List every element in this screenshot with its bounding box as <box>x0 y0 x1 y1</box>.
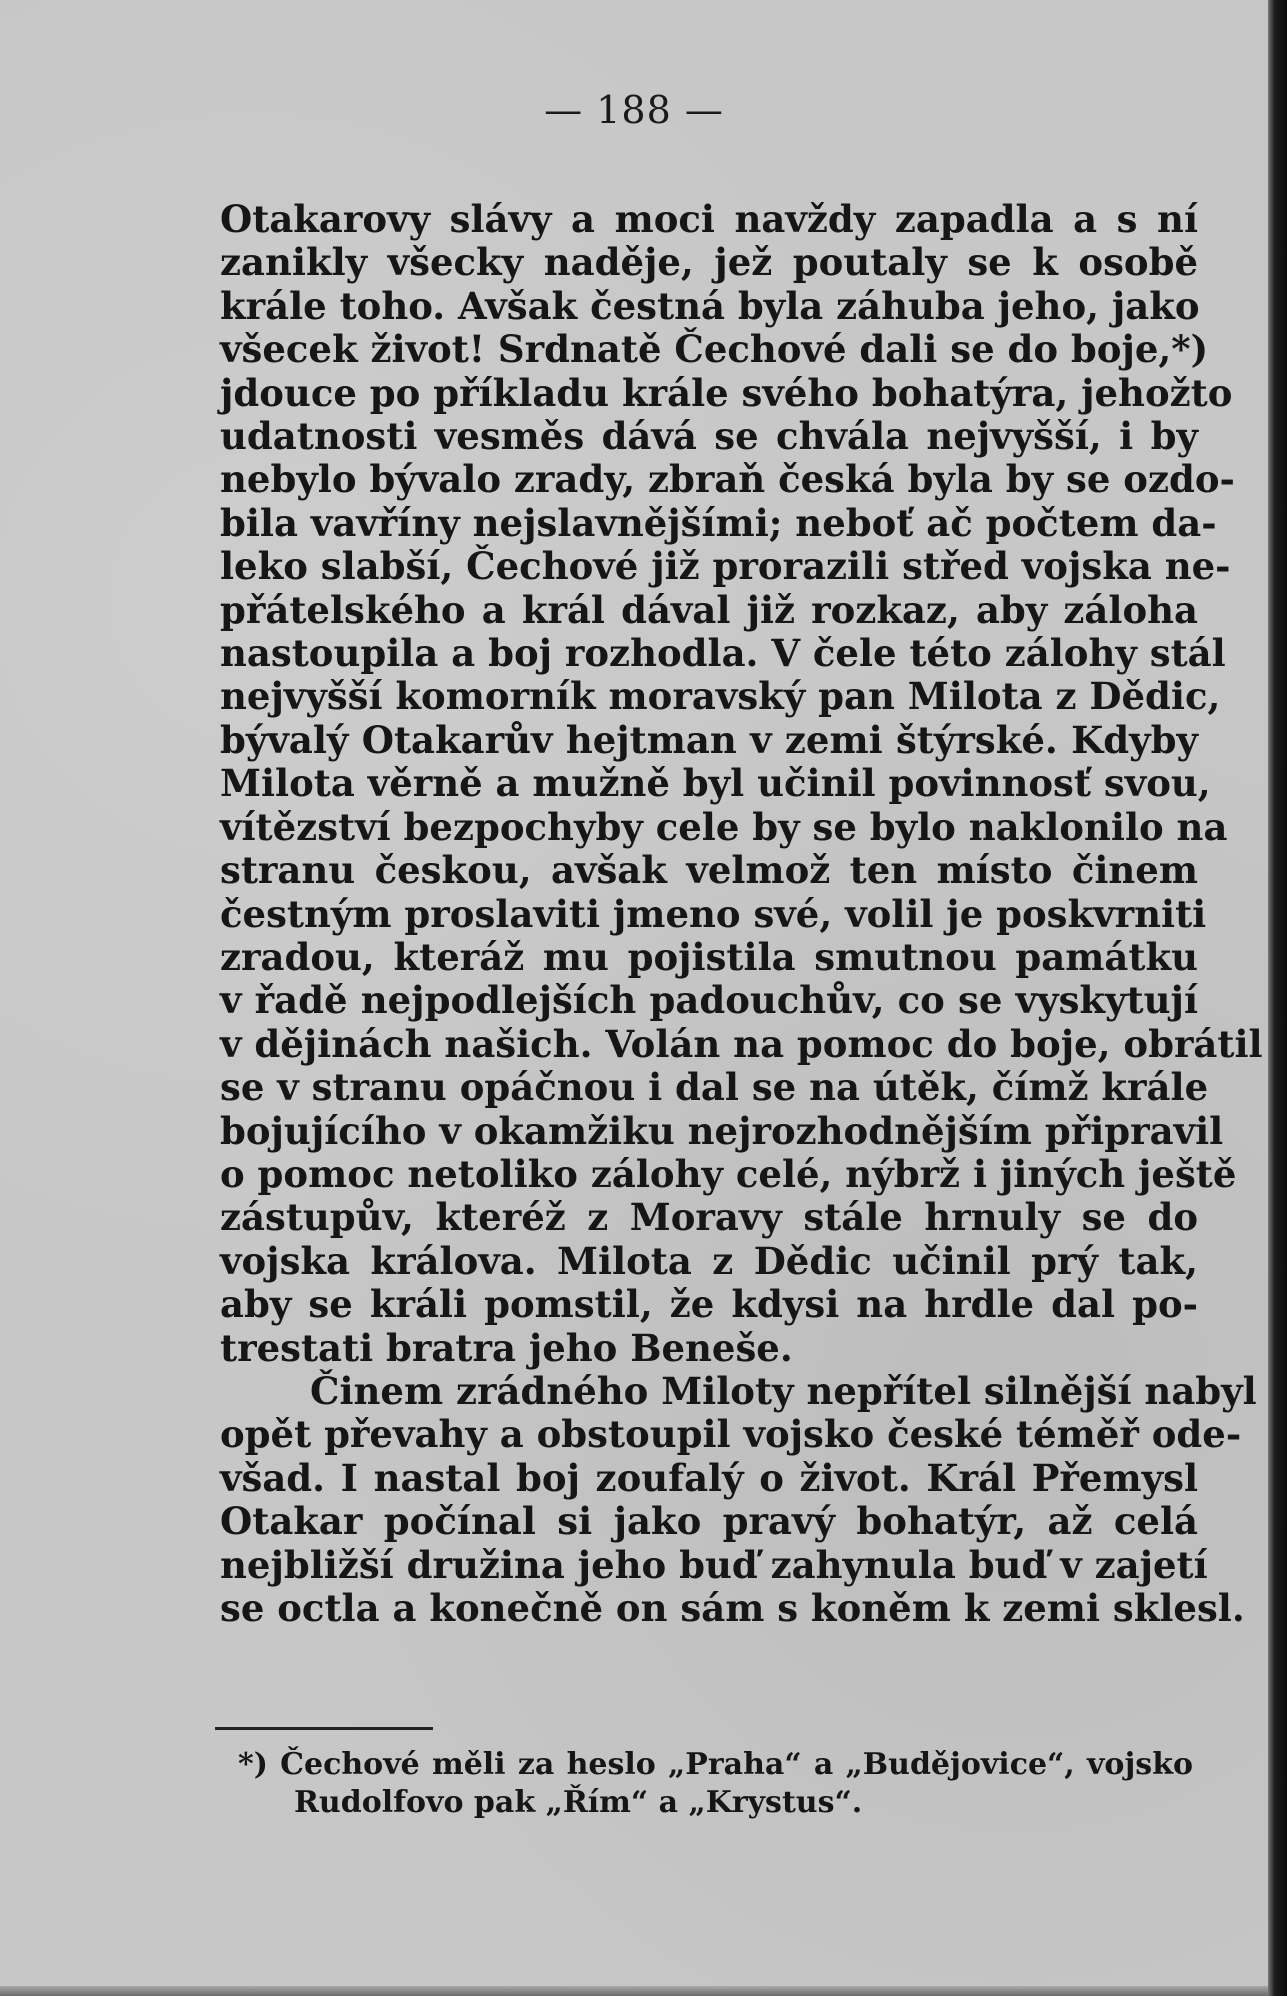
footnote <box>238 1746 1193 1822</box>
text-line: opět převahy a obstoupil vojsko české téměř ode- <box>220 1412 1242 1457</box>
text-line: leko slabší, Čechové již prorazili střed vojska ne- <box>220 544 1231 589</box>
text-line: se octla a konečně on sám s koněm k zemi sklesl. <box>220 1586 1245 1630</box>
text-line: se v stranu opáčnou i dal se na útěk, čímž krále <box>220 1065 1209 1110</box>
text-line: zástupův, kteréž z Moravy stále hrnuly se do <box>220 1195 1198 1240</box>
text-line: stranu českou, avšak velmož ten místo činem <box>220 848 1198 893</box>
footnote-line: *) Čechové měli za heslo „Praha“ a „Budějovice“, vojsko <box>238 1747 1193 1782</box>
text-line: vítězství bezpochyby cele by se bylo naklonilo na <box>220 804 1228 849</box>
text-line: jdouce po příkladu krále svého bohatýra, jehožto <box>220 370 1233 415</box>
text-line: vojska králova. Milota z Dědic učinil prý tak, <box>220 1238 1198 1283</box>
body-text <box>220 197 1263 1630</box>
text-line: nastoupila a boj rozhodla. V čele této zálohy stál <box>220 631 1226 676</box>
text-line: Milota věrně a mužně byl učinil povinnosť svou, <box>220 761 1211 806</box>
page-bottom-edge <box>0 1986 1268 1996</box>
text-line: bojujícího v okamžiku nejrozhodnějším připravil <box>220 1108 1224 1153</box>
text-line: bývalý Otakarův hejtman v zemi štýrské. Kdyby <box>220 717 1198 762</box>
page-binding-edge <box>1268 0 1287 1996</box>
text-line: bila vavříny nejslavnějšími; neboť ač počtem da- <box>220 500 1217 545</box>
footnote-divider <box>215 1727 433 1730</box>
text-line: Otakarovy slávy a moci navždy zapadla a s ní <box>220 197 1198 241</box>
footnote-line: Rudolfovo pak „Řím“ a „Krystus“. <box>294 1785 863 1820</box>
text-line: trestati bratra jeho Beneše. <box>220 1325 793 1370</box>
text-line: v řadě nejpodlejších padouchův, co se vyskytují <box>220 978 1198 1023</box>
text-line: nejvyšší komorník moravský pan Milota z Dědic, <box>220 674 1221 719</box>
text-line: Otakar počínal si jako pravý bohatýr, až celá <box>220 1499 1198 1544</box>
text-line: aby se králi pomstil, že kdysi na hrdle dal po- <box>220 1282 1198 1327</box>
text-line: udatnosti vesměs dává se chvála nejvyšší, i by <box>220 414 1198 459</box>
text-line: nejbližší družina jeho buď zahynula buď v zajetí <box>220 1542 1208 1587</box>
text-line: čestným proslaviti jmeno své, volil je poskvrniti <box>220 891 1207 936</box>
text-line: zradou, kteráž mu pojistila smutnou památku <box>220 934 1198 979</box>
text-line: všad. I nastal boj zoufalý o život. Král Přemysl <box>220 1455 1198 1500</box>
text-line: o pomoc netoliko zálohy celé, nýbrž i jiných ještě <box>220 1151 1237 1196</box>
text-line: v dějinách našich. Volán na pomoc do boje, obrátil <box>220 1021 1263 1066</box>
text-line: Činem zrádného Miloty nepřítel silnější nabyl <box>310 1368 1257 1413</box>
text-line: nebylo bývalo zrady, zbraň česká byla by se ozdo- <box>220 457 1235 502</box>
text-line: krále toho. Avšak čestná byla záhuba jeho, jako <box>220 283 1200 328</box>
text-line: všecek život! Srdnatě Čechové dali se do boje,*) <box>220 327 1209 372</box>
text-line: přátelského a král dával již rozkaz, aby záloha <box>220 587 1198 632</box>
page-number: — 188 — <box>544 88 724 132</box>
text-line: zanikly všecky naděje, jež poutaly se k osobě <box>220 240 1198 285</box>
